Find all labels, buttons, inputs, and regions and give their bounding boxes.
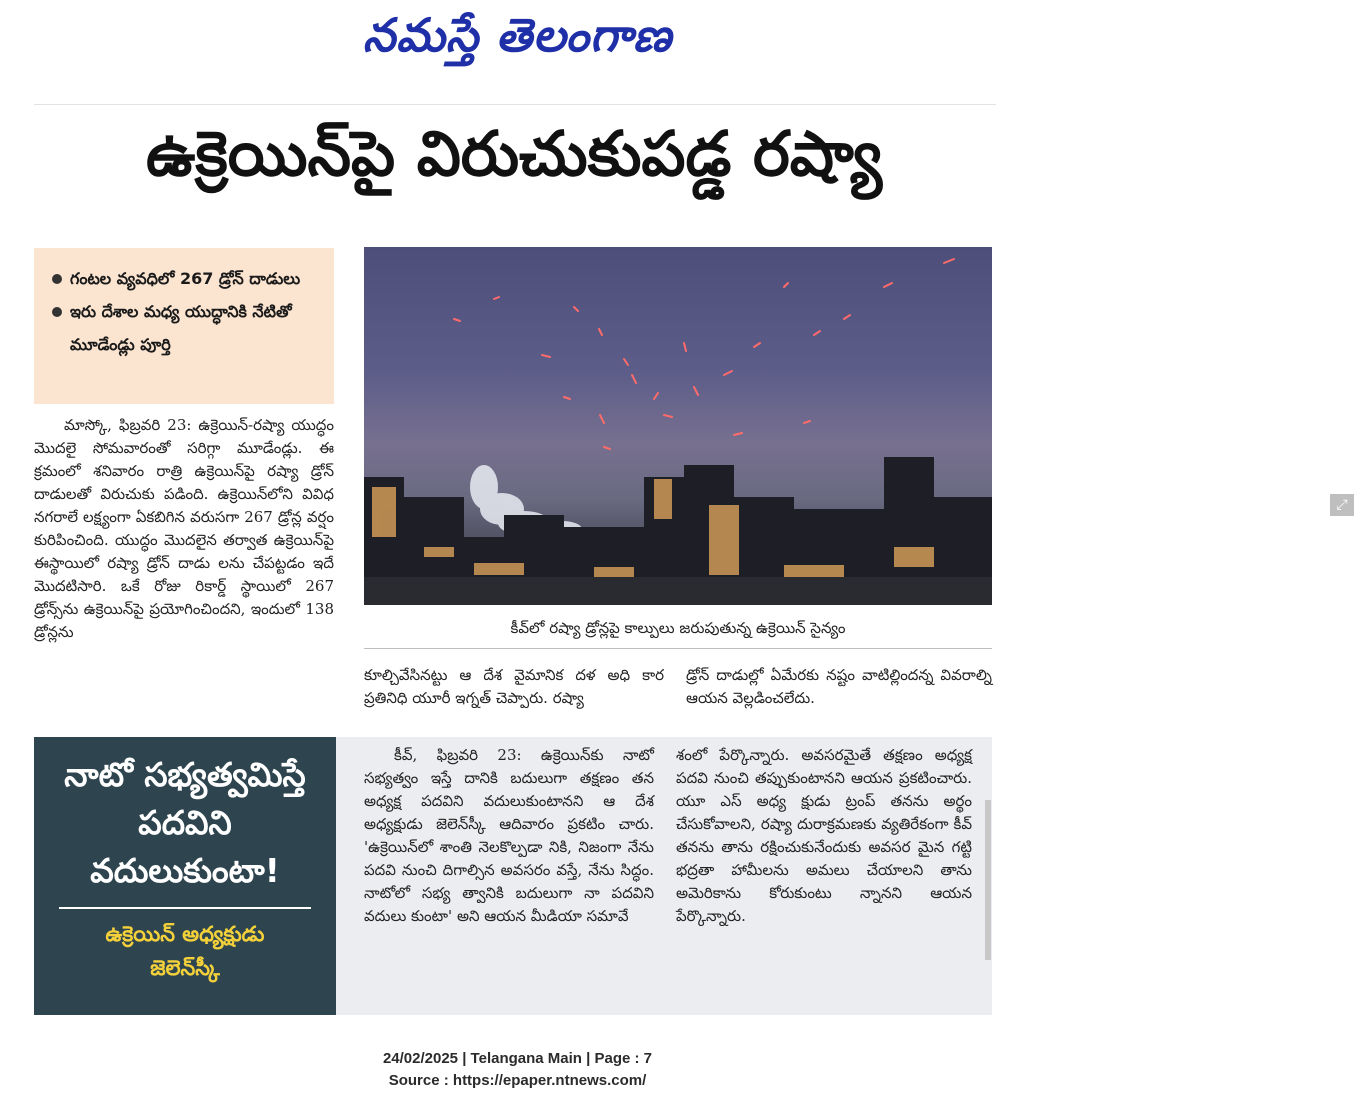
expand-icon[interactable]: ⤢ [1330,494,1354,516]
bullet-icon [52,274,62,284]
scrollbar[interactable] [985,800,991,960]
article-paragraph: డ్రోన్ దాడుల్లో ఏమేరకు నష్టం వాటిల్లిందన్న వివరాల్ని ఆయన వెల్లడించలేదు. [686,666,992,707]
story-subtitle-line: ఉక్రెయిన్ అధ్యక్షుడు [105,922,265,946]
story-subtitle-line: జెలెన్‌స్కీ [150,956,220,980]
bullet-icon [52,307,62,317]
footer-date-page: 24/02/2025 | Telangana Main | Page : 7 [382,1050,653,1067]
masthead-logo: నమస్తే తెలంగాణ [362,8,673,62]
footer-source-link[interactable]: Source : https://epaper.ntnews.com/ [388,1072,647,1089]
page-footer [0,1048,1035,1092]
story-title-line: వదులుకుంటా! [90,851,280,890]
highlight-text: ఇరు దేశాల మధ్య యుద్ధానికి నేటితో మూడేండ్లు పూర్తి [70,302,292,354]
story-title-box [34,737,336,1015]
article-paragraph: కీవ్, ఫిబ్రవరి 23: ఉక్రెయిన్‌కు నాటో సభ్యత్వం ఇస్తే దానికి బదులుగా తక్షణం తన అధ్యక్ష పదవిని వదులుకుంటానని ఆ దేశ అధ్యక్షుడు జెలెన్‌స్కీ ఆదివారం ప్రకటిం చారు. 'ఉక్రెయిన్‌లో శాంతి నెలకొల్పడా నికి, నిజంగా నేను పదవి నుంచి దిగాల్సిన అవసరం వస్తే, నేను సిద్ధం. నాటోలో సభ్య త్వానికి బదులుగా నా పదవిని వదులు కుంటా' అని ఆయన మీడియా సమావే [364,746,654,925]
story-title-line: పదవిని [138,803,232,842]
news-photo [364,247,1348,605]
article-paragraph: మాస్కో, ఫిబ్రవరి 23: ఉక్రెయిన్-రష్యా యుద్ధం మొదలై సోమవారంతో సరిగ్గా మూడేండ్లు. ఈ క్రమంలో శనివారం రాత్రి ఉక్రెయిన్‌పై రష్యా డ్రోన్ దాడులతో విరుచుకు పడింది. ఉక్రెయిన్‌లోని వివిధ నగరాలే లక్ష్యంగా ఏకబిగిన వరుసగా 267 డ్రోన్ల వర్షం కురిపించింది. యుద్ధం మొదలైన తర్వాత ఉక్రెయిన్‌పై ఈస్థాయిలో రష్యా డ్రోన్ దాడు లను చేపట్టడం ఇదే మొదటిసారి. ఒకే రోజు రికార్డ్ స్థాయిలో 267 డ్రోన్స్‌ను ఉక్రెయిన్‌పై ప్రయోగించిందని, ఇందులో 138 డ్రోన్లను [34,416,334,641]
article-column [676,744,972,992]
photo-caption: కీవ్‌లో రష్యా డ్రోన్లపై కాల్పులు జరుపుతున్న ఉక్రెయిన్ సైన్యం [364,608,992,649]
highlights-box [34,248,334,404]
masthead-divider [34,104,996,105]
article-paragraph: శంలో పేర్కొన్నారు. అవసరమైతే తక్షణం అధ్యక్ష పదవి నుంచి తప్పుకుంటానని ఆయన ప్రకటించారు. యూ ఎస్ అధ్య క్షుడు ట్రంప్ తనను అర్థం చేసుకోవాలని, రష్యా దురాక్రమణకు వ్యతిరేకంగా కీవ్ తనను తాను రక్షించుకునేందుకు అవసర మైన గట్టి భద్రతా హామీలను అమలు చేయాలని తాను అమెరికాను కోరుకుంటు న్నానని ఆయన పేర్కొన్నారు. [676,746,972,925]
article-column [364,664,664,720]
article-paragraph: కూల్చివేసినట్టు ఆ దేశ వైమానిక దళ అధి కార ప్రతినిధి యూరీ ఇగ్నత్ చెప్పారు. రష్యా [364,666,664,707]
article-column [686,664,992,720]
highlight-text: గంటల వ్యవధిలో 267 డ్రోన్ దాడులు [70,269,301,288]
highlight-item [52,262,324,295]
article-column [364,744,654,992]
highlight-item [52,295,324,361]
headline: ఉక్రెయిన్‌పై విరుచుకుపడ్డ రష్యా [145,117,883,190]
story-title-line: నాటో సభ్యత్వమిస్తే [64,755,306,794]
article-column [34,414,334,720]
night-city-sky-graphic [364,247,992,605]
story-title-divider [59,907,311,909]
